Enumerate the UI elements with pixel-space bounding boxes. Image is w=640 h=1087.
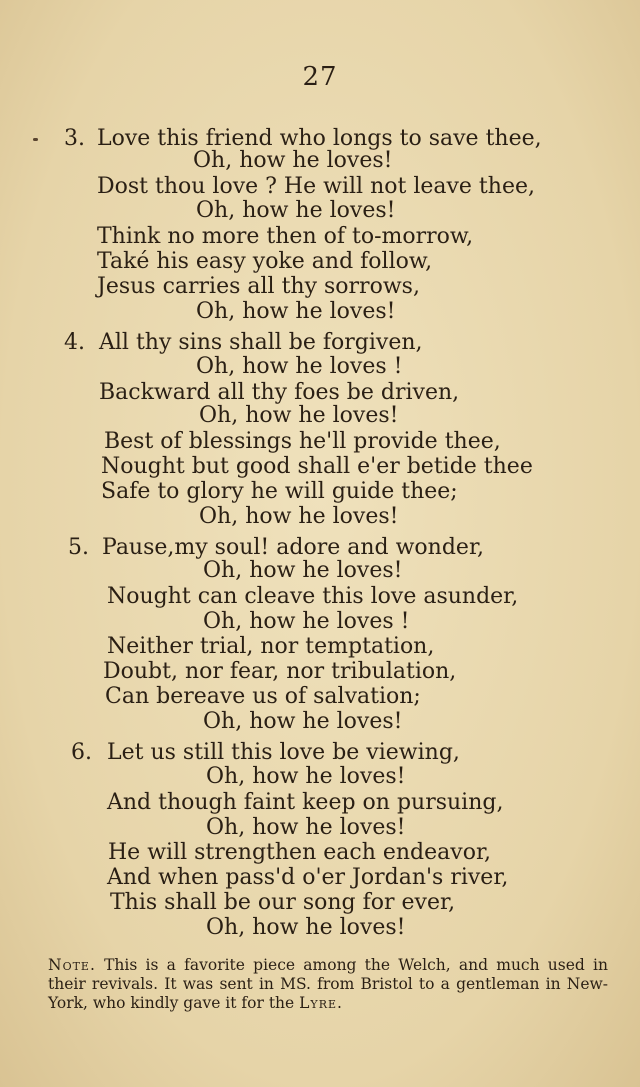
verse-line: Nought can cleave this love asunder, [107,584,519,609]
verse-line: Také his easy yoke and follow, [97,249,433,274]
verse-line: All thy sins shall be forgiven, [99,330,423,355]
refrain-line: Oh, how he loves! [206,915,406,940]
refrain-line: Oh, how he loves ! [196,354,403,379]
refrain-line: Oh, how he loves! [199,403,399,428]
refrain-line: Oh, how he loves! [196,198,396,223]
refrain-line: Oh, how he loves! [193,148,393,173]
verse-line: This shall be our song for ever, [110,890,456,915]
verse-line: And when pass'd o'er Jordan's river, [107,865,509,890]
refrain-line: Oh, how he loves ! [203,609,410,634]
verse-line: He will strengthen each endeavor, [108,840,492,865]
refrain-line: Oh, how he loves! [206,815,406,840]
footnote [48,956,608,1013]
verse-line: Doubt, nor fear, nor tribulation, [103,659,457,684]
verse-line: Pause,my soul! adore and wonder, [102,535,485,560]
stanza-number: 4. [64,330,85,355]
footnote-label: Note. [48,956,96,974]
verse-line: Jesus carries all thy sorrows, [97,274,420,299]
verse-line: Think no more then of to-morrow, [97,224,474,249]
refrain-line: Oh, how he loves! [203,558,403,583]
refrain-line: Oh, how he loves! [196,299,396,324]
verse-line: Can bereave us of salvation; [105,684,421,709]
stanza-number: 6. [71,740,92,765]
verse-line: Dost thou love ? He will not leave thee, [97,174,535,199]
verse-line: And though faint keep on pursuing, [107,790,504,815]
verse-line: Nought but good shall e'er betide thee [101,454,533,479]
footnote-source: Lyre. [299,994,343,1012]
stanza-number: 5. [68,535,89,560]
page-number: 27 [302,62,338,92]
verse-line: Love this friend who longs to save thee, [97,126,542,151]
refrain-line: Oh, how he loves! [203,709,403,734]
verse-line: Backward all thy foes be driven, [99,380,460,405]
verse-line: Neither trial, nor temptation, [107,634,435,659]
refrain-line: Oh, how he loves! [199,504,399,529]
verse-line: Let us still this love be viewing, [107,740,460,765]
ink-speck [33,138,38,141]
verse-line: Best of blessings he'll provide thee, [104,429,501,454]
verse-line: Safe to glory he will guide thee; [101,479,458,504]
stanza-number: 3. [64,126,85,151]
footnote-text: This is a favorite piece among the Welch, and much used in their revivals. It was sent in MS. from Bristol to a gentleman in New-York, who kindly gave it for the [48,956,608,1012]
refrain-line: Oh, how he loves! [206,764,406,789]
